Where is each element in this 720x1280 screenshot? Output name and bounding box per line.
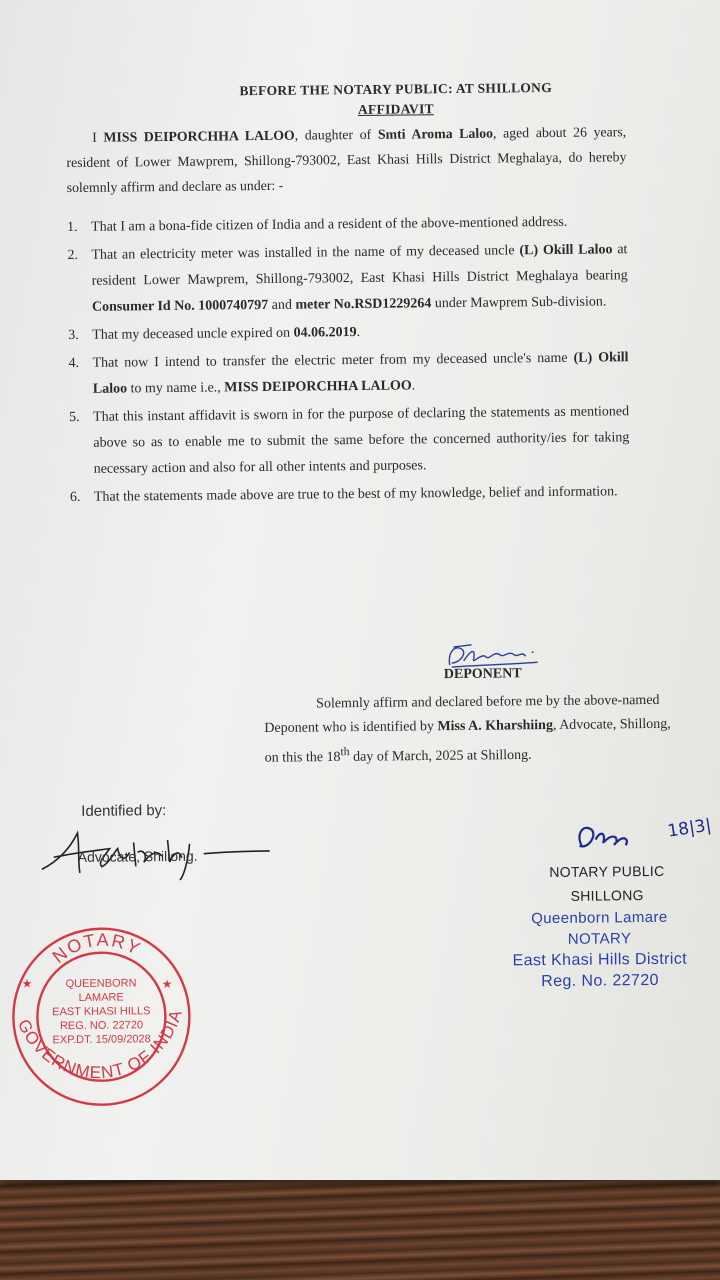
advocate-label: Advocate, Shillong. [77,847,198,865]
deponent-label: DEPONENT [443,666,522,683]
uncle-name: (L) Okill Laloo [519,242,613,259]
solemn-text: , Advocate, Shillong, on this the 18 [264,716,671,766]
item-number: 5. [69,409,80,426]
declaration-item-3 [60,317,628,349]
item-text: That the statements made above are true to the best of my knowledge, belief and information. [93,484,618,505]
wooden-table [0,1170,720,1280]
item-number: 2. [67,247,79,264]
item-number: 1. [67,219,78,236]
intro-text: I [92,129,104,145]
declaration-item-2 [59,237,628,321]
item-text: and [268,297,296,313]
declaration-list [59,209,630,513]
deponent-name: MISS DEIPORCHHA LALOO [103,127,295,145]
seal-name-line2: LAMARE [78,991,124,1004]
seal-expiry: EXP.DT. 15/09/2028 [52,1033,151,1047]
item-text: That now I intend to transfer the electric meter from my deceased uncle's name [92,350,574,371]
item-text: under Mawprem Sub-division. [431,294,607,312]
item-text: . [356,324,361,341]
notary-rubber-stamp [494,906,705,992]
expiry-date: 04.06.2019 [293,325,357,341]
stamp-district: East Khasi Hills District [512,950,688,970]
item-text: at resident Lower Mawprem, Shillong-793002, East Khasi Hills District Meghalaya bearing [91,242,628,289]
intro-text: , aged about 26 years, resident of Lower Mawprem, Shillong-793002, East Khasi Hills District Meghalaya, do hereby solemnly affirm and declare as under: - [66,124,627,196]
seal-star-left: ★ [21,976,33,991]
item-text: That this instant affidavit is sworn in for the purpose of declaring the statements as mentioned above so as to enable me to submit the same before the concerned authority/ies for taking necessary action and also for all other intents and purposes. [93,404,630,477]
meter-number: meter No.RSD1229264 [295,296,432,313]
notary-handwritten-date: 18|3| [666,815,713,842]
seal-name-line1: QUEENBORN [65,977,137,991]
declaration-item-4 [60,345,629,403]
solemn-text: Solemnly affirm and declared before me by the above-named Deponent who is identified by [264,692,660,737]
intro-paragraph [66,119,627,200]
item-text: That an electricity meter was installed in the name of my deceased uncle [91,243,520,263]
seal-star-right: ★ [161,976,173,992]
uncle-name: (L) Okill Laloo [92,350,629,397]
solemn-text: day of March, 2025 at Shillong. [349,747,532,765]
seal-reg: REG. NO. 22720 [59,1019,144,1033]
item-text: That I am a bona-fide citizen of India and a resident of the above-mentioned address. [91,214,568,235]
document-heading: BEFORE THE NOTARY PUBLIC: AT SHILLONG [239,79,553,99]
identified-by-label: Identified by: [81,802,167,820]
stamp-notary-title: NOTARY [567,930,632,948]
seal-bottom-text: GOVERNMENT OF INDIA [13,1006,186,1083]
item-number: 4. [68,355,80,372]
identifier-name: Miss A. Kharshiing [437,717,554,735]
declaration-item-6 [62,479,630,511]
document-title: AFFIDAVIT [357,101,434,117]
notary-public-label [532,859,682,909]
consumer-id: Consumer Id No. 1000740797 [91,297,269,315]
item-number: 6. [69,489,81,506]
intro-text: , daughter of [294,126,378,143]
stamp-reg-number: Reg. No. 22720 [541,971,659,991]
solemn-affirmation [264,689,675,771]
item-number: 3. [68,327,79,344]
item-text: That my deceased uncle expired on [92,325,294,343]
seal-district: EAST KHASI HILLS [52,1005,151,1019]
seal-top-text: NOTARY [48,929,145,967]
ordinal-suffix: th [340,745,350,759]
mother-name: Smti Aroma Laloo [377,125,494,142]
deponent-name: MISS DEIPORCHHA LALOO [224,378,412,396]
government-notary-seal [6,914,194,1116]
notary-city-line: SHILLONG [570,887,644,904]
declaration-item-5 [61,399,630,483]
stamp-notary-name: Queenborn Lamare [531,908,668,928]
item-text: to my name i.e., [126,380,225,397]
notary-public-line: NOTARY PUBLIC [549,862,665,881]
item-text: . [411,378,416,394]
declaration-item-1 [59,209,627,241]
